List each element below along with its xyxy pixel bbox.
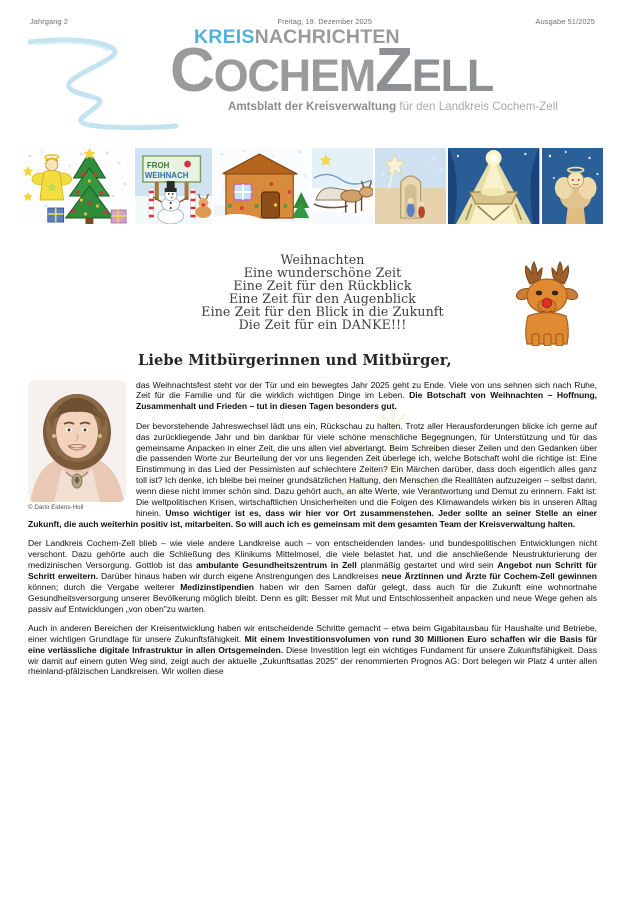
portrait-photo (28, 380, 126, 502)
childrens-artwork-band (22, 148, 603, 224)
title-part-3: ELL (411, 49, 494, 101)
sleigh-reindeer-drawing (312, 148, 373, 224)
svg-text:WEIHNACH: WEIHNACH (144, 170, 189, 181)
nativity-star-drawing (375, 148, 446, 224)
art-panel-angel-christmas-tree (22, 148, 133, 224)
author-photo-block (28, 380, 126, 511)
reindeer-drawing (504, 254, 590, 346)
poem-line-5: Die Zeit für ein DANKE!!! (238, 316, 407, 332)
poem-line-2: Eine Zeit für den Rückblick (233, 277, 412, 293)
art-panel-sleigh-reindeer (312, 148, 373, 224)
reindeer-illustration (504, 254, 590, 346)
kicker-rest-text: NACHRICHTEN (254, 28, 400, 48)
poem-line-3: Eine Zeit für den Augenblick (229, 290, 416, 306)
author-portrait (28, 380, 126, 502)
art-panel-nativity-star (375, 148, 446, 224)
page-meta-row (0, 0, 625, 26)
article-paragraph: Der Landkreis Cochem-Zell blieb – wie viele andere Landkreise auch – von entscheidenden landes- und bundespolitischen Entwicklungen nicht verschont. Dazu gehörte auch die Schließung des Klinikums Mittelmosel, die viele belastet hat, und die anschließende Neustrukturierung der medizinischen Versorgung. Gottlob ist das ambulante Gesundheitszentrum in Zell planmäßig gestartet und wird sein Angebot nun Schritt für Schritt erweitern. Darüber hinaus haben wir durch eigene Anstrengungen des Landkreises neue Ärztinnen und Ärzte für Cochem-Zell gewinnen können; durch die Vergabe weiterer Medizinstipendien haben wir den Samen dafür gelegt, dass auch für die Zukunft eine wohnortnahe Gesundheitsversorgung unserer Bevölkerung möglich bleibt. Denn es gilt: Besser mit Mut und Entschlossenheit anpacken und neue Wege gehen als passiv auf Entwicklungen „von oben"zu warten. (28, 538, 597, 614)
svg-text:FROH: FROH (146, 160, 170, 171)
issue-number: Ausgabe 51/2025 (535, 17, 595, 26)
masthead (20, 28, 605, 140)
christmas-poem-section (0, 254, 625, 350)
masthead-subtitle (228, 100, 605, 113)
article-greeting: Liebe Mitbürgerinnen und Mitbürger, (138, 352, 452, 369)
photo-credit: © Dario Eidens-Holl (28, 503, 84, 511)
mosel-river-decoration (26, 32, 186, 132)
volume-label: Jahrgang 2 (30, 17, 68, 26)
angel-christmas-tree-drawing (22, 148, 133, 224)
title-part-2: Z (375, 35, 412, 105)
poem-line-4: Eine Zeit für den Blick in die Zukunft (201, 303, 444, 319)
poem-line-0: Weihnachten (280, 252, 365, 267)
article-paragraph: Auch in anderen Bereichen der Kreisentwicklung haben wir entscheidende Schritte gemacht – etwa beim Gigabitausbau für Haushalte und Betriebe, einer wichtigen Grundlage für unsere Zukunftsfähigkeit. Mit einem Investitionsvolumen von rund 30 Millionen Euro schaffen wir die Basis für eine verlässliche digitale Infrastruktur in allen Ortsgemeinden. Diese Investition legt ein wichtiges Fundament für unsere Zukunftsfähigkeit. Dass wir damit auf einem guten Weg sind, zeigt auch der aktuelle „Zukunftsatlas 2025" der renommierten Prognos AG: Dort belegen wir Platz 4 unter allen rheinland-pfälzischen Landkreisen. Wir wollen diese (28, 622, 598, 677)
art-panel-angel-night-sky (542, 148, 603, 224)
issue-date: Freitag, 19. Dezember 2025 (277, 17, 373, 26)
angel-night-sky-drawing (542, 148, 603, 224)
title-part-1: OCHEM (213, 49, 376, 101)
manger-light-drawing (448, 148, 539, 224)
kicker-accent-text: KREIS (194, 28, 255, 48)
art-panel-manger-light (448, 148, 539, 224)
art-panel-gingerbread-house (214, 148, 309, 224)
subtitle-bold-text: Amtsblatt der Kreisverwaltung (228, 100, 397, 114)
frohe-weihnachten-snowman-drawing (135, 148, 212, 224)
subtitle-light-text: für den Landkreis Cochem-Zell (399, 100, 558, 114)
art-panel-snowman-sign (135, 148, 212, 224)
lead-article (28, 354, 597, 686)
article-paragraph: Der bevorstehende Jahreswechsel lädt uns ein, Rückschau zu halten. Trotz aller Herausforderungen blicke ich gerne auf das zurückliegende Jahr und bin dankbar für viele schöne menschliche Begegnungen, für Unterstützung und für das gemeinsame Anpacken in einer Zeit, die uns allen viel abverlangt. Beim Schreiben dieser Zeilen und den Gedanken über die passenden Worte zur Beurteilung der vor uns liegenden Zeit überlege ich, welche Botschaft wohl die richtige ist: Eine Einstimmung in das Lied der Pessimisten auf schlechtere Zeiten? Ein Märchen darüber, dass doch eigentlich alles ganz toll ist? Ich denke, ich bleibe bei meiner grundsätzlichen Haltung, den Menschen die Realitäten aufzuzeigen – selbst dann, wenn diese nicht immer schön sind. Dazu gehört auch, an alte Werte, wie Verantwortung und Demut zu erinnern. Fakt ist: Die weltpolitischen Krisen, wirtschaftlichen Unsicherheiten und die Folgen des Klimawandels wirken bis in unseren Alltag hinein. Umso wichtiger ist es, dass wir hier vor Ort zusammenstehen. Jeder sollte an seiner Stelle an einer Zukunft, die auch weiterhin positiv ist, mitarbeiten. So will auch ich es gemeinsam mit dem gesamten Team der Kreisverwaltung halten. (28, 420, 597, 529)
poem-line-1: Eine wunderschöne Zeit (243, 264, 402, 280)
title-part-0: C (170, 35, 214, 105)
gingerbread-house-drawing (214, 148, 309, 224)
article-paragraph: das Weihnachtsfest steht vor der Tür und ein bewegtes Jahr 2025 geht zu Ende. Viele von uns sehnen sich nach Ruhe, Zeit für die Familie und für die wirklich wichtigen Dinge im Leben. Die Botschaft von Weihnachten – Hoffnung, Zusammenhalt und Frieden – tut in diesen Tagen besonders gut. (136, 379, 597, 412)
